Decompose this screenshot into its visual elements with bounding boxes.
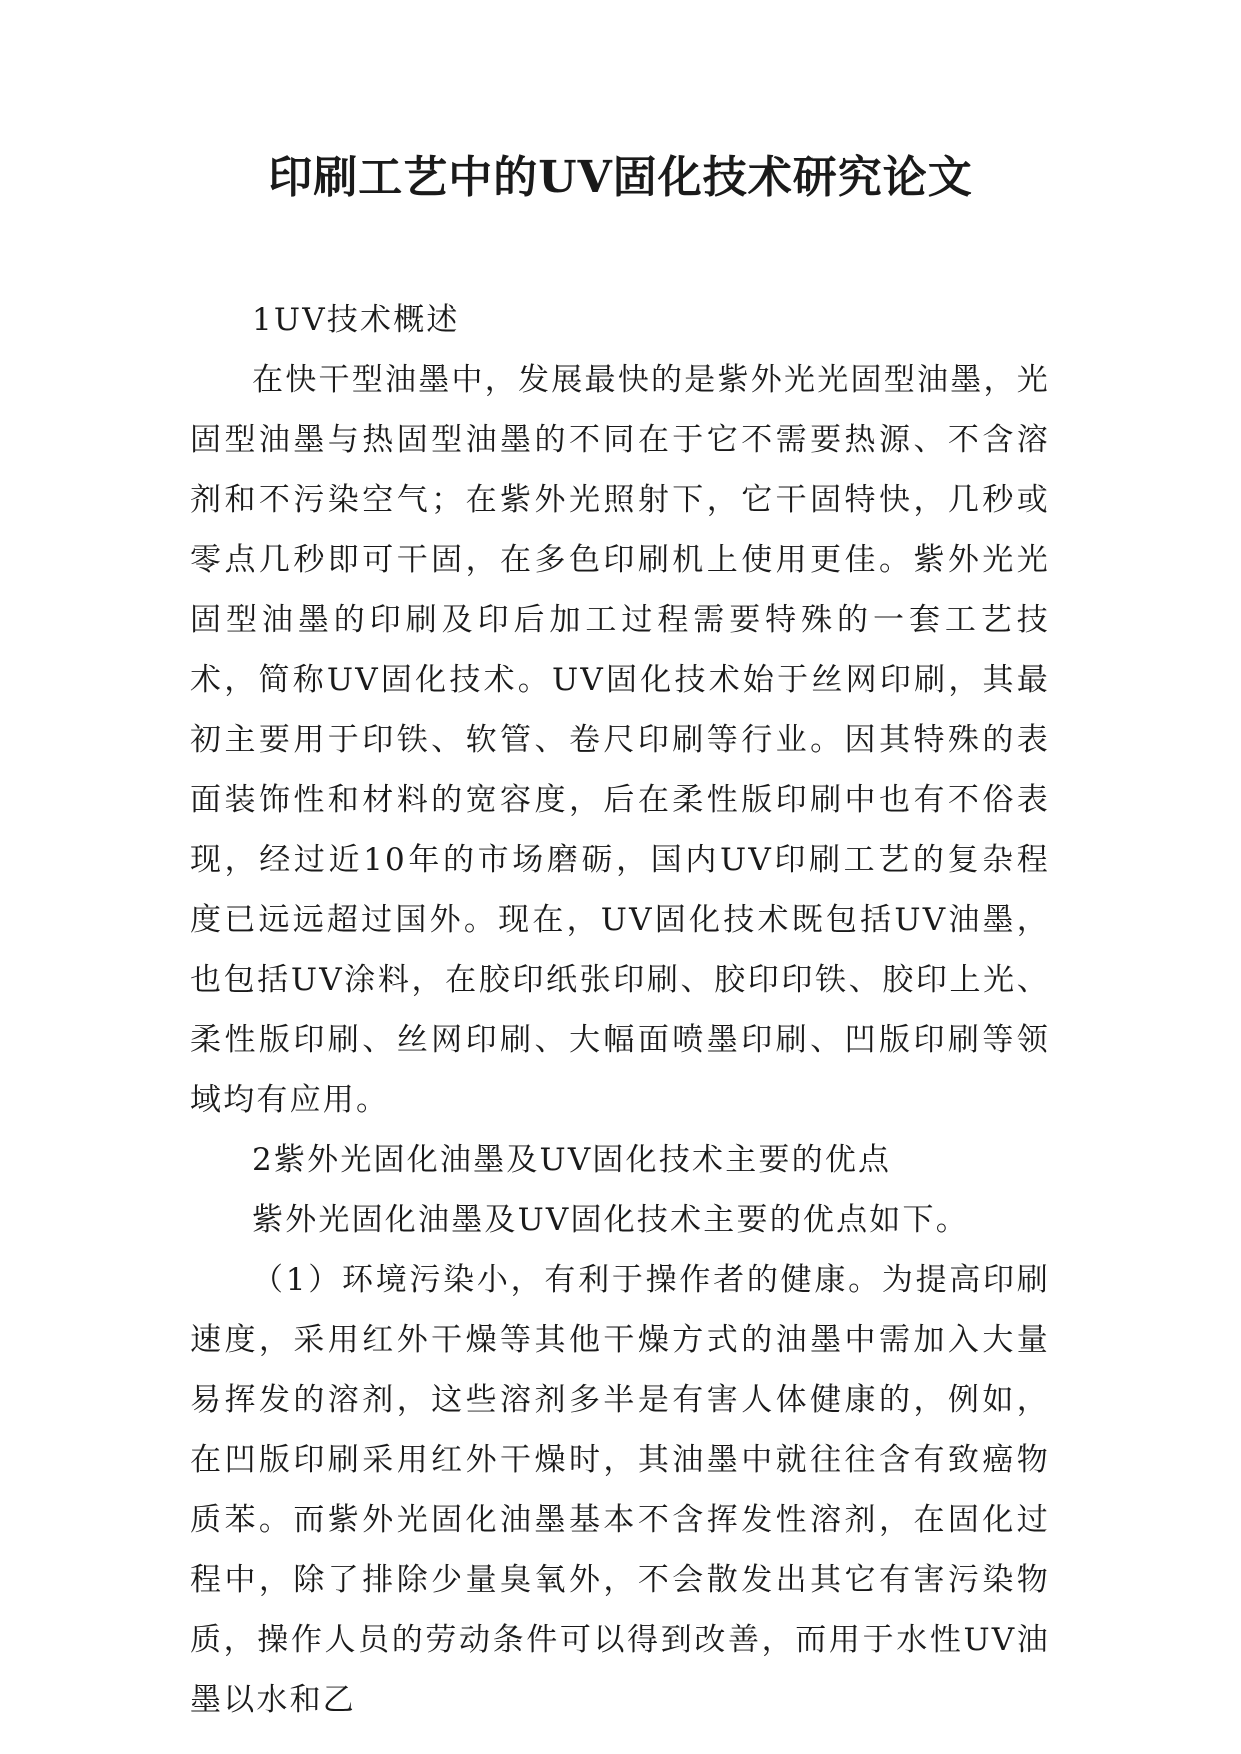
paragraph-advantage-1: （1）环境污染小，有利于操作者的健康。为提高印刷速度，采用红外干燥等其他干燥方式的油墨中需加入大量易挥发的溶剂，这些溶剂多半是有害人体健康的，例如，在凹版印刷采用红外干燥时，其油墨中就往往含有致癌物质苯。而紫外光固化油墨基本不含挥发性溶剂，在固化过程中，除了排除少量臭氧外，不会散发出其它有害污染物质，操作人员的劳动条件可以得到改善，而用于水性UV油墨以水和乙 [190,1262,1050,1718]
section-heading-1: 1UV技术概述 [252,302,460,338]
paragraph-advantages-intro: 紫外光固化油墨及UV固化技术主要的优点如下。 [252,1202,969,1238]
document-body [190,290,1050,1730]
section-heading-2: 2紫外光固化油墨及UV固化技术主要的优点 [252,1142,892,1178]
document-title: 印刷工艺中的UV固化技术研究论文 [268,152,973,203]
paragraph-uv-overview: 在快干型油墨中，发展最快的是紫外光光固型油墨，光固型油墨与热固型油墨的不同在于它不需要热源、不含溶剂和不污染空气；在紫外光照射下，它干固特快，几秒或零点几秒即可干固，在多色印刷机上使用更佳。紫外光光固型油墨的印刷及印后加工过程需要特殊的一套工艺技术，简称UV固化技术。UV固化技术始于丝网印刷，其最初主要用于印铁、软管、卷尺印刷等行业。因其特殊的表面装饰性和材料的宽容度，后在柔性版印刷中也有不俗表现，经过近10年的市场磨砺，国内UV印刷工艺的复杂程度已远远超过国外。现在，UV固化技术既包括UV油墨，也包括UV涂料，在胶印纸张印刷、胶印印铁、胶印上光、柔性版印刷、丝网印刷、大幅面喷墨印刷、凹版印刷等领域均有应用。 [190,362,1050,1118]
